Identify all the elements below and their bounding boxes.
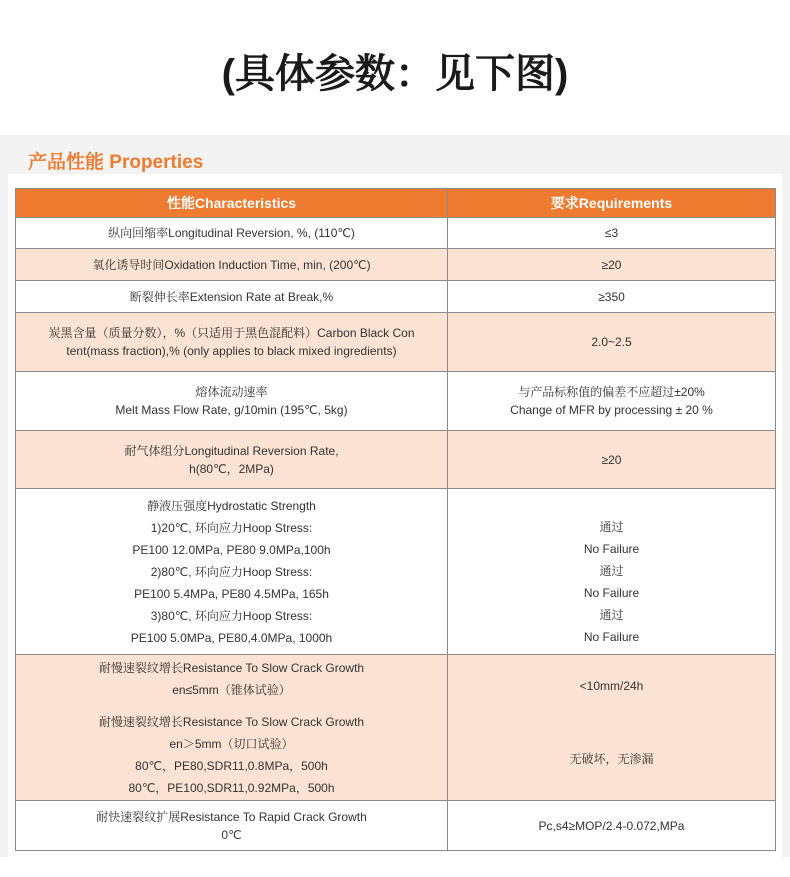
cell-text: 断裂伸长率Extension Rate at Break,% — [129, 289, 334, 304]
cell-text: 耐慢速裂纹增长Resistance To Slow Crack Growth — [98, 660, 365, 675]
cell-text: 80℃，PE100,SDR11,0.92MPa，500h — [128, 780, 335, 795]
table-row — [16, 218, 776, 249]
cell-text: ≥20 — [601, 452, 622, 467]
cell-text: 熔体流动速率 — [195, 385, 268, 399]
table-row — [16, 313, 776, 372]
cell-text: 耐慢速裂纹增长Resistance To Slow Crack Growth — [98, 714, 365, 729]
cell-text: 通过 — [599, 563, 624, 578]
table-row — [16, 249, 776, 281]
cell-text: No Failure — [583, 629, 640, 644]
table-row — [16, 801, 776, 851]
cell-text: en≤5mm（锥体试验） — [172, 682, 291, 697]
cell-text: ≥20 — [601, 257, 622, 272]
requirement-cell — [448, 218, 776, 249]
cell-text: <10mm/24h — [579, 679, 644, 693]
cell-text: 炭黑含量（质量分数），%（只适用于黑色混配料）Carbon Black Con — [48, 326, 415, 340]
cell-text: 通过 — [599, 519, 624, 534]
cell-text: en＞5mm（切口试验） — [169, 736, 294, 751]
properties-table — [15, 188, 776, 851]
cell-text: ≥350 — [598, 289, 625, 304]
table-row — [16, 489, 776, 655]
requirements-header: 要求Requirements — [448, 189, 776, 218]
cell-text: 氧化诱导时间Oxidation Induction Time, min, (200℃) — [92, 257, 371, 272]
characteristic-cell — [16, 431, 448, 489]
requirement-cell — [448, 489, 776, 655]
characteristic-cell — [16, 489, 448, 655]
table-row — [16, 281, 776, 313]
characteristic-cell — [16, 281, 448, 313]
requirement-cell — [448, 281, 776, 313]
cell-text: 80℃，PE80,SDR11,0.8MPa，500h — [135, 758, 328, 773]
requirement-cell — [448, 313, 776, 372]
cell-text: 静液压强度Hydrostatic Strength — [147, 498, 316, 513]
cell-text: 3)80℃, 环向应力Hoop Stress: — [150, 608, 313, 623]
cell-text: 纵向回缩率Longitudinal Reversion, %, (110℃) — [108, 226, 355, 240]
characteristic-cell — [16, 249, 448, 281]
requirement-cell — [448, 249, 776, 281]
characteristics-header: 性能Characteristics — [16, 189, 448, 218]
cell-text: 1)20℃, 环向应力Hoop Stress: — [150, 520, 313, 535]
cell-text: 耐气体组分Longitudinal Reversion Rate, — [124, 443, 339, 458]
cell-text: tent(mass fraction),% (only applies to black mixed ingredients) — [66, 344, 397, 358]
cell-text: ≤3 — [604, 226, 619, 240]
cell-text: Pc,s4≥MOP/2.4-0.072,MPa — [538, 818, 685, 833]
requirement-cell — [448, 372, 776, 431]
cell-text: 0℃ — [221, 827, 242, 842]
table-row — [16, 431, 776, 489]
characteristic-cell — [16, 372, 448, 431]
cell-text: 2)80℃, 环向应力Hoop Stress: — [150, 564, 313, 579]
section-heading: 产品性能 Properties — [28, 152, 204, 173]
characteristic-cell — [16, 218, 448, 249]
table-row — [16, 655, 776, 801]
characteristic-cell — [16, 655, 448, 801]
cell-text: 通过 — [599, 607, 624, 622]
cell-text: 与产品标称值的偏差不应超过±20% — [518, 385, 705, 399]
characteristic-cell — [16, 313, 448, 372]
cell-text: 耐快速裂纹扩展Resistance To Rapid Crack Growth — [96, 809, 367, 824]
table-header-row — [16, 189, 776, 218]
cell-text: PE100 5.4MPa, PE80 4.5MPa, 165h — [134, 586, 329, 601]
table-row — [16, 372, 776, 431]
requirement-cell — [448, 655, 776, 801]
requirement-cell — [448, 431, 776, 489]
cell-text: Melt Mass Flow Rate, g/10min (195℃, 5kg) — [115, 403, 348, 417]
cell-text: No Failure — [583, 541, 640, 556]
cell-text: h(80℃，2MPa) — [189, 461, 274, 476]
characteristic-cell — [16, 801, 448, 851]
cell-text: 无破坏，无渗漏 — [569, 752, 654, 766]
cell-text: PE100 12.0MPa, PE80 9.0MPa,100h — [132, 542, 331, 557]
cell-text: 2.0~2.5 — [591, 335, 632, 349]
cell-text: PE100 5.0MPa, PE80,4.0MPa, 1000h — [130, 630, 333, 645]
page-title: (具体参数：见下图) — [221, 52, 569, 96]
cell-text: Change of MFR by processing ± 20 % — [510, 403, 713, 417]
requirement-cell — [448, 801, 776, 851]
cell-text: No Failure — [583, 585, 640, 600]
